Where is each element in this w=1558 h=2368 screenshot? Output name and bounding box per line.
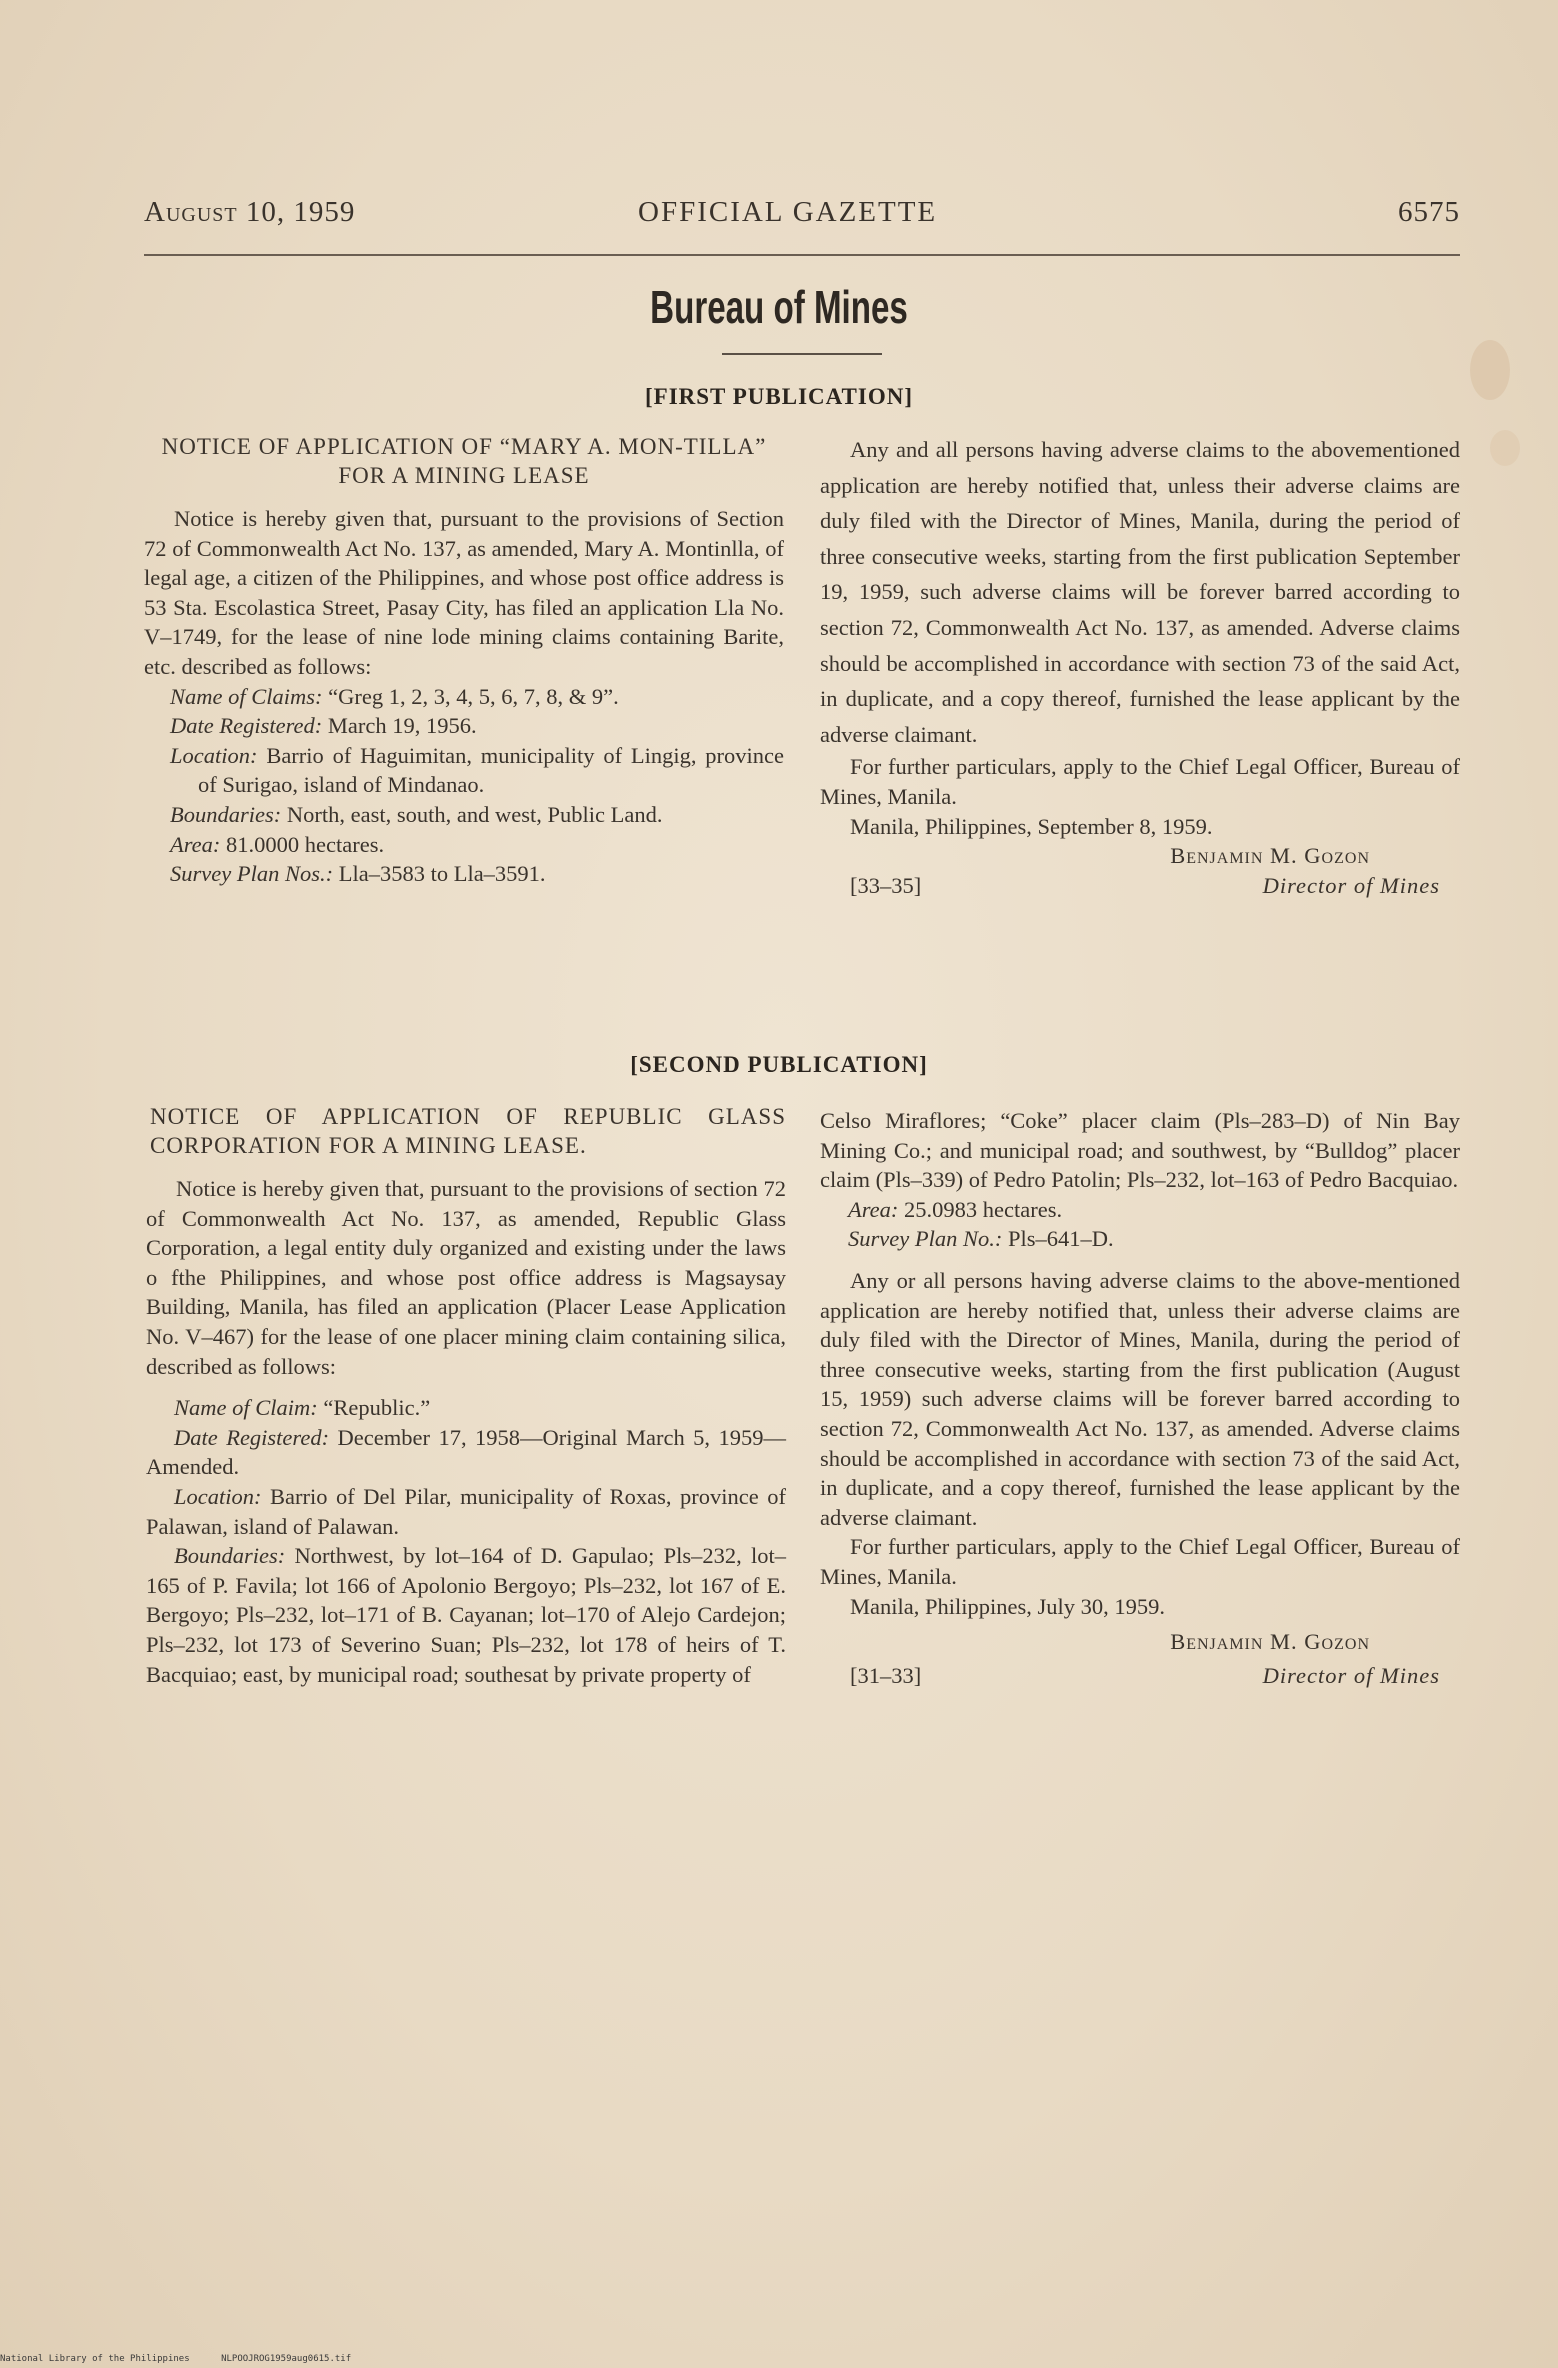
second-notice-body: Notice is hereby given that, pursuant to the provisions of section 72 of Commonwealth Act No. 137, as amended, Republic Glass Corporation, a legal entity duly organized and existing under the laws o fthe Philippines, and whose post office address is Magsaysay Building, Manila, has filed an application (Placer Lease Application No. V–467) for the lease of one placer mining claim containing silica, described as follows: (146, 1176, 786, 1379)
first-notice-signature-row (820, 871, 1460, 901)
item-label: Survey Plan Nos.: (170, 861, 334, 887)
first-notice-item (144, 741, 784, 800)
header-date: August 10, 1959 (144, 196, 356, 228)
second-notice-location: Location: Barrio of Del Pilar, municipality of Roxas, province of Palawan, island of Palawan. (146, 1483, 786, 1539)
second-notice-area: Area: 25.0983 hectares. (848, 1196, 1063, 1222)
first-notice-adverse-claims: Any and all persons having adverse claims to the abovementioned application are hereby notified that, unless their adverse claims are duly filed with the Director of Mines, Manila, during the period of three consecutive weeks, starting from the first publication September 19, 1959, such adverse claims will be forever barred according to section 72, Commonwealth Act No. 137, as amended. Adverse claims should be accomplished in accordance with section 73 of the said Act, in duplicate, and a copy thereof, furnished the lease applicant by the adverse claimant. (820, 437, 1460, 747)
first-notice-signatory: Benjamin M. Gozon (1170, 843, 1370, 869)
item-value: “Greg 1, 2, 3, 4, 5, 6, 7, 8, & 9”. (328, 683, 619, 709)
second-notice-name-of-claim: Name of Claim: “Republic.” (174, 1395, 431, 1421)
item-value: North, east, south, and west, Public Land. (286, 801, 663, 827)
footer-file: NLPOOJROG1959aug0615.tif (221, 2354, 352, 2364)
scan-footer (0, 2354, 377, 2364)
header-page-number: 6575 (1398, 196, 1460, 228)
item-label: Boundaries: (170, 801, 282, 827)
first-notice-particulars: For further particulars, apply to the Chief Legal Officer, Bureau of Mines, Manila. (820, 754, 1460, 809)
item-value: Lla–3583 to Lla–3591. (338, 861, 546, 887)
item-label: Date Registered: (170, 713, 323, 739)
first-notice-place-date: Manila, Philippines, September 8, 1959. (850, 813, 1213, 839)
item-value: Barrio of Haguimitan, municipality of Lingig, province of Surigao, island of Mindanao. (198, 742, 785, 798)
first-notice-right-column (820, 432, 1460, 900)
second-notice-signatory-title: Director of Mines (1262, 1662, 1440, 1688)
first-notice-item (144, 830, 784, 860)
second-notice-survey-plan: Survey Plan No.: Pls–641–D. (848, 1226, 1114, 1252)
second-notice-particulars: For further particulars, apply to the Chief Legal Officer, Bureau of Mines, Manila. (820, 1534, 1460, 1589)
header-publication-name: OFFICIAL GAZETTE (638, 196, 938, 228)
first-notice-item (144, 711, 784, 741)
second-notice-right-column (820, 1106, 1460, 1690)
first-notice-signatory-title: Director of Mines (1262, 872, 1440, 898)
second-notice-date-registered: Date Registered: December 17, 1958—Original March 5, 1959—Amended. (146, 1424, 786, 1480)
first-notice-body: Notice is hereby given that, pursuant to the provisions of Section 72 of Commonwealth Act No. 137, as amended, Mary A. Montinlla, of legal age, a citizen of the Philippines, and whose post office address is 53 Sta. Escolastica Street, Pasay City, has filed an application Lla No. V–1749, for the lease of nine lode mining claims containing Barite, etc. described as follows: (144, 506, 784, 679)
second-notice-left-column (146, 1102, 786, 1689)
second-publication-label: [SECOND PUBLICATION] (630, 1052, 928, 1077)
second-notice-signature-row (820, 1661, 1460, 1691)
section-title: Bureau of Mines (650, 281, 908, 333)
title-rule (722, 353, 882, 355)
second-notice-place-date: Manila, Philippines, July 30, 1959. (850, 1593, 1165, 1619)
first-notice-item (144, 859, 784, 889)
second-notice-title: NOTICE OF APPLICATION OF REPUBLIC GLASS CORPORATION FOR A MINING LEASE. (150, 1104, 786, 1158)
first-publication-label: [FIRST PUBLICATION] (645, 384, 913, 409)
second-notice-reference: [31–33] (850, 1662, 922, 1688)
item-label: Location: (170, 742, 258, 768)
item-label: Area: (170, 831, 221, 857)
page-header (144, 196, 1460, 236)
first-notice-item (144, 800, 784, 830)
item-value: 81.0000 hectares. (226, 831, 385, 857)
first-notice-left-column (144, 432, 784, 889)
first-notice-reference: [33–35] (850, 872, 922, 898)
second-notice-signatory: Benjamin M. Gozon (1170, 1629, 1370, 1655)
header-rule (144, 254, 1460, 256)
first-notice-title: NOTICE OF APPLICATION OF “MARY A. MON-TILLA” FOR A MINING LEASE (161, 434, 767, 488)
first-notice-item (144, 682, 784, 712)
paper-stain (1490, 430, 1520, 466)
second-notice-adverse-claims: Any or all persons having adverse claims to the above-mentioned application are hereby notified that, unless their adverse claims are duly filed with the Director of Mines, Manila, during the period of three consecutive weeks, starting from the first publication (August 15, 1959) such adverse claims will be forever barred according to section 72, Commonwealth Act No. 137, as amended. Adverse claims should be accomplished in accordance with section 73 of the said Act, in duplicate, and a copy thereof, furnished the lease applicant by the adverse claimant. (820, 1267, 1460, 1530)
second-notice-boundaries-continued: Celso Miraflores; “Coke” placer claim (Pls–283–D) of Nin Bay Mining Co.; and municipal road; and southwest, by “Bulldog” placer claim (Pls–339) of Pedro Patolin; Pls–232, lot–163 of Pedro Bacquiao. (820, 1108, 1460, 1193)
item-value: March 19, 1956. (327, 713, 477, 739)
footer-library: National Library of the Philippines (0, 2354, 190, 2364)
second-notice-boundaries: Boundaries: Northwest, by lot–164 of D. Gapulao; Pls–232, lot–165 of P. Favila; lot 166 of Apolonio Bergoyo; Pls–232, lot 167 of E. Bergoyo; Pls–232, lot–171 of B. Cayanan; lot–170 of Alejo Cardejon; Pls–232, lot 173 of Severino Suan; Pls–232, lot 178 of heirs of T. Bacquiao; east, by municipal road; southesat by private property of (146, 1543, 787, 1687)
item-label: Name of Claims: (170, 683, 323, 709)
